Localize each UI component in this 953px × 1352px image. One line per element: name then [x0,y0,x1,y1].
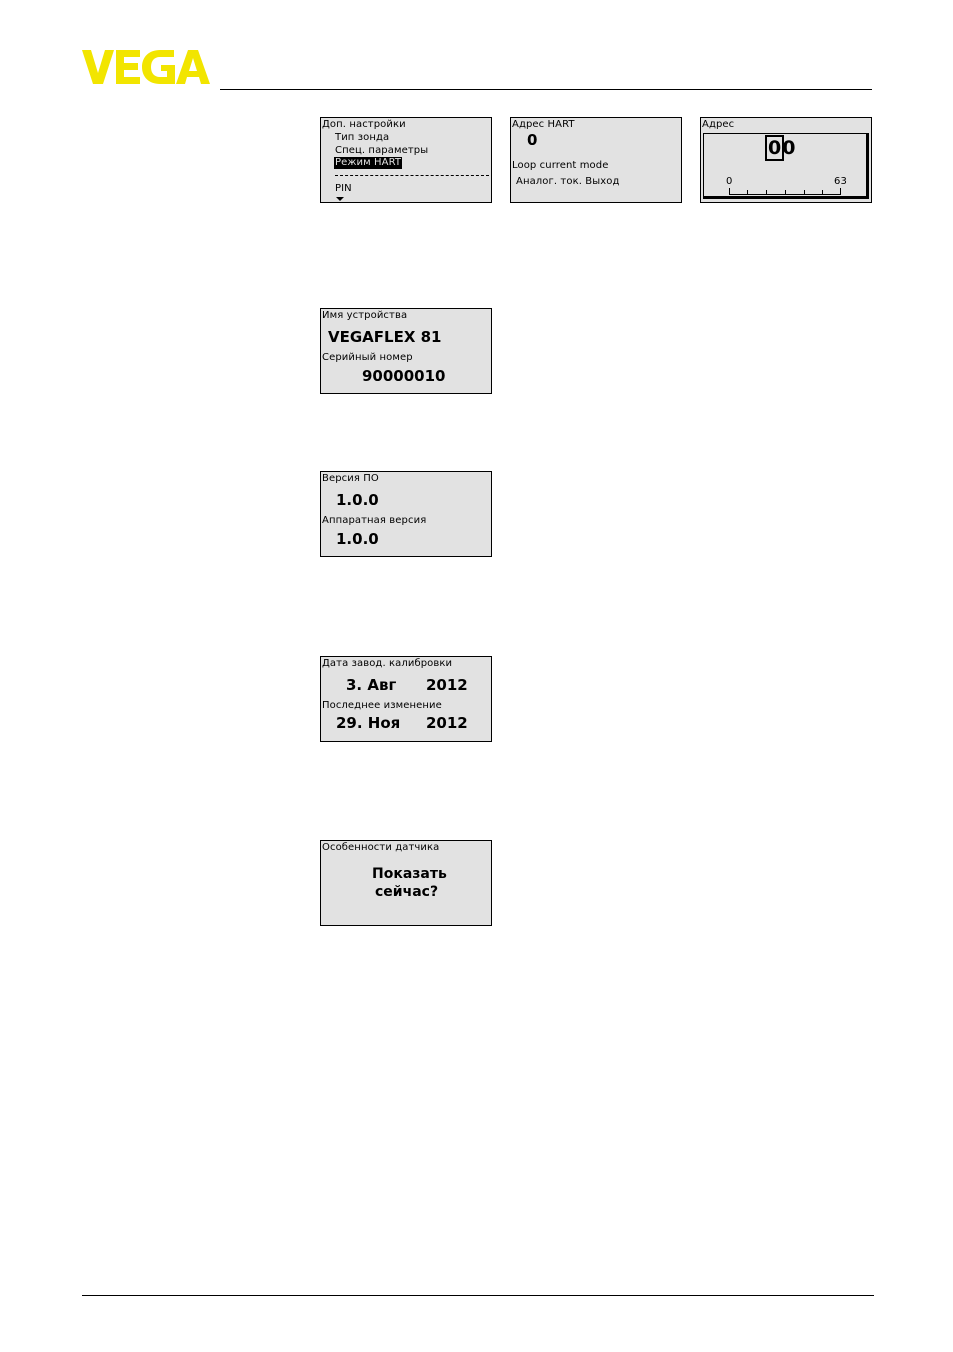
menu-title: Доп. настройки [322,119,406,130]
vega-logo [82,50,212,84]
footer-rule [82,1295,874,1296]
scale-min-label: 0 [726,176,733,187]
menu-item-special-params[interactable]: Спец. параметры [335,145,429,156]
serial-number-label: Серийный номер [322,352,413,363]
display-versions [320,471,492,557]
loop-current-mode-value: Аналог. ток. Выход [516,176,620,187]
factory-calibration-label: Дата завод. калибровки [322,658,453,669]
address-digit[interactable]: 0 [782,137,796,159]
scale-tick [822,190,823,194]
menu-item-hart-mode[interactable]: Режим HART [335,157,402,168]
scale-tick [747,190,748,194]
software-version-value: 1.0.0 [336,491,379,509]
address-editor-title: Адрес [702,119,735,130]
hart-address-value: 0 [527,131,538,149]
hardware-version-value: 1.0.0 [336,530,379,548]
menu-item-probe-type[interactable]: Тип зонда [335,132,390,143]
show-now-line-2[interactable]: сейчас? [375,884,439,900]
factory-calibration-year: 2012 [426,676,468,694]
menu-item-pin[interactable]: PIN [335,183,352,194]
loop-current-mode-label: Loop current mode [512,160,609,171]
hart-address-label: Адрес HART [512,119,575,130]
show-now-line-1[interactable]: Показать [372,866,447,882]
display-sensor-characteristics [320,840,492,926]
header-rule [220,89,872,90]
sensor-characteristics-label: Особенности датчика [322,842,440,853]
serial-number-value: 90000010 [362,367,446,385]
display-address-editor [700,117,872,203]
scale-tick [729,188,730,194]
address-scale [729,194,841,195]
display-calibration-date [320,656,492,742]
scale-tick [785,190,786,194]
last-change-label: Последнее изменение [322,700,442,711]
scale-tick [840,188,841,194]
display-hart-address [510,117,682,203]
address-digit-cursor[interactable]: 0 [768,137,782,159]
hardware-version-label: Аппаратная версия [322,515,427,526]
last-change-day: 29. Ноя [336,714,401,732]
device-name-label: Имя устройства [322,310,408,321]
display-additional-settings [320,117,492,203]
address-digits[interactable] [767,137,795,159]
factory-calibration-day: 3. Авг [346,676,397,694]
software-version-label: Версия ПО [322,473,379,484]
scale-tick [804,190,805,194]
scale-max-label: 63 [834,176,847,187]
menu-divider [335,175,489,176]
scroll-down-icon [336,197,344,201]
last-change-year: 2012 [426,714,468,732]
display-device-name [320,308,492,394]
device-name-value: VEGAFLEX 81 [328,328,442,346]
scale-tick [766,190,767,194]
